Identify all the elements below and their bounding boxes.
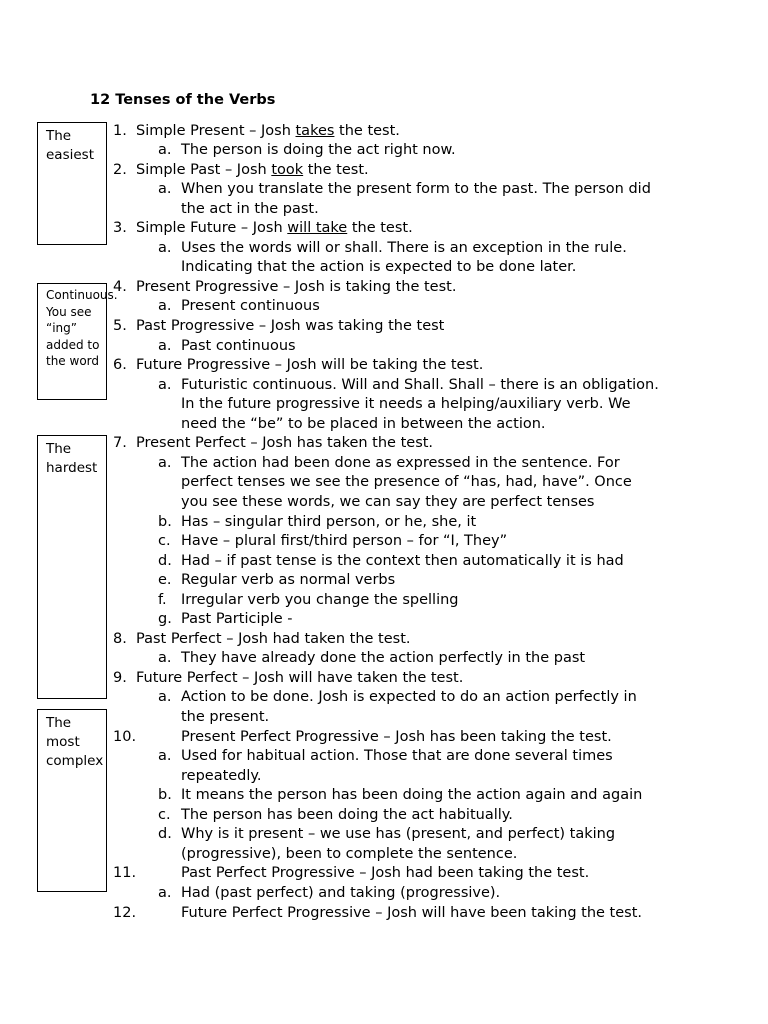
- list-marker: 6.: [113, 357, 127, 374]
- list-text: [136, 161, 369, 181]
- side-note-box: [37, 435, 107, 699]
- list-marker: 10.: [113, 728, 137, 745]
- list-marker: a.: [158, 650, 172, 667]
- list-marker: a.: [158, 239, 172, 256]
- list-marker: c.: [158, 533, 171, 550]
- list-marker: d.: [158, 826, 172, 843]
- list-text-part: the test.: [347, 220, 413, 237]
- list-text-part: Simple Future – Josh: [136, 220, 288, 237]
- list-text-part: Simple Present – Josh: [136, 122, 296, 139]
- list-text: need the “be” to be placed in between the action.: [181, 415, 546, 432]
- list-text: Past Perfect Progressive – Josh had been taking the test.: [181, 865, 590, 882]
- list-text: When you translate the present form to the past. The person did: [181, 181, 651, 198]
- list-text: [136, 122, 400, 142]
- list-marker: 3.: [113, 220, 127, 237]
- underlined-verb: took: [271, 161, 304, 178]
- list-marker: b.: [158, 513, 172, 530]
- list-marker: a.: [158, 181, 172, 198]
- list-marker: a.: [158, 337, 172, 354]
- list-marker: c.: [158, 806, 171, 823]
- side-note-text: The hardest: [46, 441, 98, 476]
- underlined-verb: takes: [295, 122, 335, 139]
- list-marker: g.: [158, 611, 172, 628]
- list-text: perfect tenses we see the presence of “has, had, have”. Once: [181, 474, 632, 491]
- side-note-text: Continuous. You see “ing” added to the word: [46, 288, 118, 368]
- list-text: Present Progressive – Josh is taking the test.: [136, 278, 457, 295]
- page-title: 12 Tenses of the Verbs: [90, 92, 276, 108]
- list-marker: a.: [158, 376, 172, 393]
- list-text: It means the person has been doing the action again and again: [181, 787, 643, 804]
- list-text: The person is doing the act right now.: [181, 142, 456, 159]
- list-marker: a.: [158, 884, 172, 901]
- list-marker: a.: [158, 748, 172, 765]
- list-marker: 8.: [113, 630, 127, 647]
- list-text: Used for habitual action. Those that are done several times: [181, 748, 613, 765]
- list-marker: 12.: [113, 904, 137, 921]
- list-text: Has – singular third person, or he, she, it: [181, 513, 477, 530]
- list-marker: 9.: [113, 669, 127, 686]
- list-marker: a.: [158, 298, 172, 315]
- side-note-text: The easiest: [46, 128, 94, 163]
- list-text: Future Perfect Progressive – Josh will have been taking the test.: [181, 904, 643, 921]
- list-text-part: the test.: [303, 161, 369, 178]
- list-marker: b.: [158, 787, 172, 804]
- list-marker: d.: [158, 552, 172, 569]
- list-marker: a.: [158, 142, 172, 159]
- list-text: Future Perfect – Josh will have taken the test.: [136, 669, 464, 686]
- underlined-verb: will take: [287, 220, 348, 237]
- list-text-part: the test.: [334, 122, 400, 139]
- list-text: Past Progressive – Josh was taking the test: [136, 318, 445, 334]
- list-marker: f.: [158, 591, 167, 608]
- list-text-part: Simple Past – Josh: [136, 161, 272, 178]
- list-marker: 4.: [113, 278, 127, 295]
- list-text: Present Perfect – Josh has taken the test.: [136, 435, 434, 452]
- list-text: the act in the past.: [181, 200, 319, 217]
- list-text: Why is it present – we use has (present, and perfect) taking: [181, 826, 616, 843]
- list-text: Irregular verb you change the spelling: [181, 591, 459, 608]
- list-text: Indicating that the action is expected to be done later.: [181, 259, 577, 276]
- list-text: repeatedly.: [181, 767, 262, 784]
- list-text: Future Progressive – Josh will be taking the test.: [136, 357, 484, 374]
- list-marker: 5.: [113, 318, 127, 334]
- list-marker: a.: [158, 454, 172, 471]
- list-text: [136, 219, 413, 239]
- list-text: Uses the words will or shall. There is an exception in the rule.: [181, 239, 627, 256]
- list-text: Regular verb as normal verbs: [181, 572, 396, 589]
- list-text: Have – plural first/third person – for “I, They”: [181, 533, 508, 550]
- side-note-box: [37, 709, 107, 892]
- list-text: the present.: [181, 709, 270, 725]
- list-text: Past Perfect – Josh had taken the test.: [136, 630, 411, 647]
- list-text: Had (past perfect) and taking (progressive).: [181, 884, 501, 901]
- list-text: Past Participle -: [181, 611, 293, 628]
- list-marker: 7.: [113, 435, 127, 452]
- list-marker: 2.: [113, 161, 127, 178]
- list-text: Futuristic continuous. Will and Shall. Shall – there is an obligation.: [181, 376, 659, 393]
- list-text: In the future progressive it needs a helping/auxiliary verb. We: [181, 396, 631, 413]
- list-marker: a.: [158, 689, 172, 706]
- list-text: They have already done the action perfectly in the past: [181, 650, 586, 667]
- list-text: The person has been doing the act habitually.: [181, 806, 513, 823]
- list-text: Had – if past tense is the context then automatically it is had: [181, 552, 624, 569]
- list-text: (progressive), been to complete the sentence.: [181, 845, 518, 862]
- side-note-box: [37, 283, 118, 400]
- list-text: Action to be done. Josh is expected to do an action perfectly in: [181, 689, 637, 706]
- list-text: Present Perfect Progressive – Josh has been taking the test.: [181, 728, 612, 745]
- list-marker: 1.: [113, 122, 127, 139]
- list-text: Present continuous: [181, 298, 320, 315]
- list-marker: e.: [158, 572, 172, 589]
- list-text: you see these words, we can say they are perfect tenses: [181, 493, 595, 510]
- list-marker: 11.: [113, 865, 137, 882]
- list-text: The action had been done as expressed in the sentence. For: [181, 454, 620, 471]
- list-text: Past continuous: [181, 337, 296, 354]
- side-note-box: [37, 122, 107, 245]
- side-note-text: The most complex: [46, 715, 104, 769]
